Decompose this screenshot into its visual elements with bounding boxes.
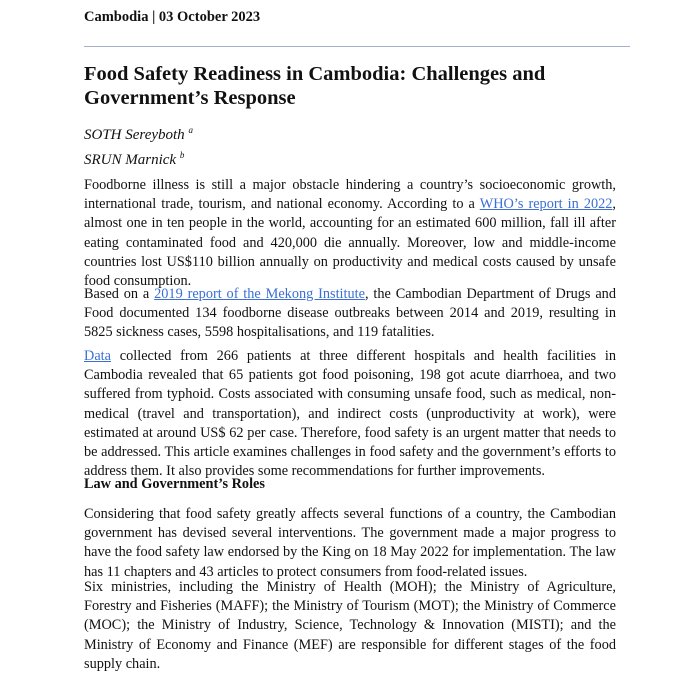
paragraph-text: Foodborne illness is still a major obstacle hindering a country’s socioeconomic growth, international trade, tourism, and national economy. According to a bbox=[84, 177, 616, 213]
mekong-report-link[interactable]: 2019 report of the Mekong Institute bbox=[154, 286, 365, 302]
author bbox=[84, 120, 193, 145]
who-report-link[interactable]: WHO’s report in 2022 bbox=[479, 196, 613, 213]
header-country-date: Cambodia | 03 October 2023 bbox=[84, 9, 261, 25]
author-affiliation-mark: b bbox=[179, 150, 185, 160]
paragraph-text: Based on a bbox=[84, 286, 155, 302]
paragraph-mekong bbox=[84, 285, 616, 343]
paragraph-ministries: Six ministries, including the Ministry of Health (MOH); the Ministry of Agriculture, Forestry and Fisheries (MAFF); the Ministry of Tourism (MOT); the Ministry of Commerce (MOC); the Ministry of Industry, Science, Technology & Innovation (MISTI); and the Ministry of Economy and Finance (MEF) are responsible for different stages of the food supply chain. bbox=[84, 579, 616, 672]
article-title: Food Safety Readiness in Cambodia: Challenges and Government’s Response bbox=[84, 63, 546, 109]
author bbox=[84, 145, 193, 170]
paragraph-intro bbox=[84, 176, 616, 291]
section-heading: Law and Government’s Roles bbox=[84, 476, 265, 492]
author-name: SOTH Sereyboth bbox=[84, 127, 185, 143]
author-affiliation-mark: a bbox=[188, 125, 193, 135]
paragraph-text: , the Cambodian Department of Drugs and Food documented 134 foodborne disease outbreaks between 2014 and 2019, resulting in 5825 sickness cases, 5598 hospitalisations, and 119 fatalities. bbox=[84, 286, 616, 341]
paragraph-text: , almost one in ten people in the world, accounting for an estimated 600 million, fall ill after eating contaminated food and 420,000 die annually. Moreover, low and middle-income countries lost US$110 billion annually on productivity and medical costs caused by unsafe food consumption. bbox=[84, 196, 616, 290]
author-list bbox=[84, 120, 193, 170]
paragraph-data bbox=[84, 347, 616, 481]
author-name: SRUN Marnick bbox=[84, 152, 177, 168]
paragraph-law: Considering that food safety greatly affects several functions of a country, the Cambodian government has devised several interventions. The government made a major progress to have the food safety law endorsed by the King on 18 May 2022 for implementation. The law has 11 chapters and 43 articles to protect consumers from food-related issues. bbox=[84, 506, 616, 580]
paragraph-text: collected from 266 patients at three different hospitals and health facilities in Cambodia revealed that 65 patients got food poisoning, 198 got acute diarrhoea, and two suffered from typhoid. Costs associated with consuming unsafe food, such as medical, non-medical (travel and transportation), and indirect costs (unproductivity at work), were estimated at around US$ 62 per case. Therefore, food safety is an urgent matter that needs to be addressed. This article examines challenges in food safety and the government’s efforts to address them. It also provides some recommendations for further improvements. bbox=[84, 348, 616, 480]
data-link[interactable]: Data bbox=[84, 348, 111, 364]
header-divider bbox=[84, 46, 630, 47]
